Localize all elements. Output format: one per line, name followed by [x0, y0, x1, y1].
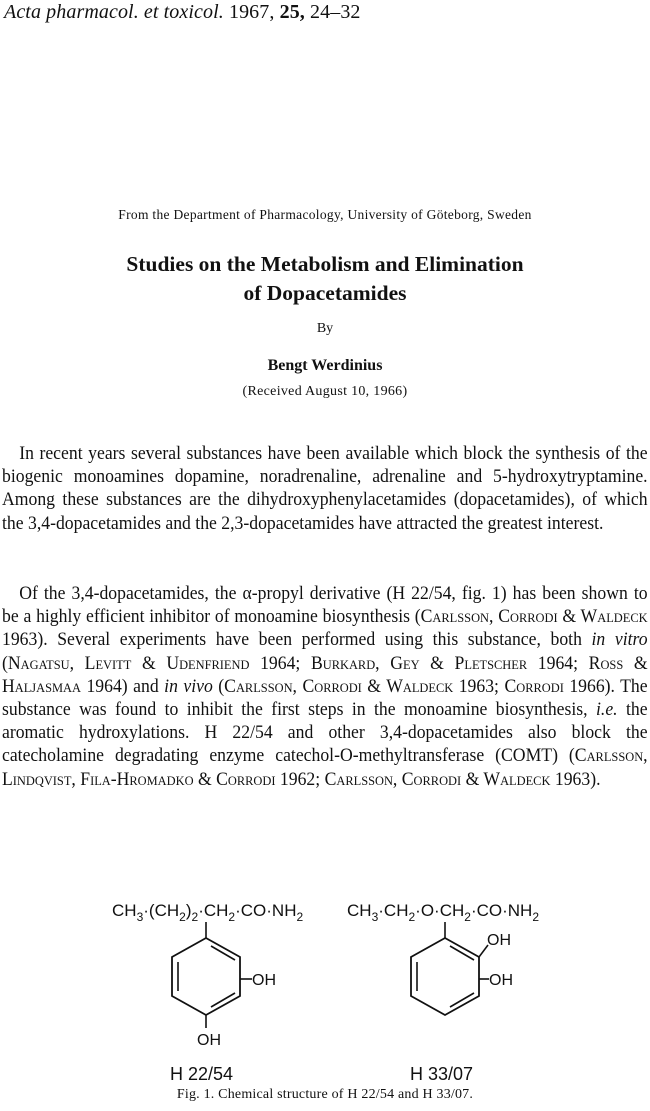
molecule-h22-54 [112, 901, 303, 1084]
para2-text: Of the 3,4-dopacetamides, the α-propyl derivative (H 22/54, fig. 1) has been shown to be a highly efficient inhibitor of monoamine biosynthesis ( [2, 584, 648, 628]
in-vitro-term: in vitro [591, 630, 648, 651]
chemical-structures-figure [0, 890, 650, 1090]
para2-text: 1962; [275, 769, 325, 790]
para2-text: ( [212, 676, 225, 697]
para2-text: 1964; [527, 653, 589, 674]
citation: Corrodi [504, 676, 564, 697]
benzene-ring [411, 938, 479, 1015]
citation: Carlsson, Corrodi & Waldeck [420, 607, 648, 628]
citation: Ross & Haljasmaa [2, 653, 648, 697]
para2-text: the aromatic hydroxylations. H 22/54 and other 3,4-dopacetamides also block the catecholamine degradating enzyme catechol-O-methyltransferase (COMT) ( [2, 700, 648, 767]
para2-text: 1964; [249, 653, 311, 674]
citation: Burkard, Gey & Pletscher [310, 653, 528, 674]
citation: Carlsson, Lindqvist, Fila-Hromadko & Corrodi [2, 746, 648, 790]
author-name: Bengt Werdinius [267, 357, 383, 374]
in-vivo-term: in vivo [164, 676, 213, 697]
compound-label-h33-07: H 33/07 [410, 1064, 474, 1084]
para2-text: 1963). Several experiments have been performed using this substance, both [2, 630, 592, 651]
citation: Nagatsu, Levitt & Udenfriend [7, 653, 250, 674]
journal-pages: 24–32 [310, 1, 361, 23]
journal-name: Acta pharmacol. et toxicol. [4, 1, 224, 23]
para2-text: 1963; [453, 676, 505, 697]
figure-caption: Fig. 1. Chemical structure of H 22/54 and H 33/07. [176, 1087, 474, 1102]
citation: Carlsson, Corrodi & Waldeck [224, 676, 454, 697]
hydroxyl-label: OH [489, 972, 513, 989]
journal-volume: 25, [279, 1, 305, 23]
molecule-h33-07 [347, 901, 539, 1084]
citation: Carlsson, Corrodi & Waldeck [324, 769, 551, 790]
journal-year: 1967, [228, 1, 275, 23]
affiliation: From the Department of Pharmacology, University of Göteborg, Sweden [118, 207, 532, 222]
para2-text: 1963). [550, 769, 601, 790]
h22-54-chain-formula: $CH_3\cdot(CH_2)_2\cdot CH_2\cdot CO\cdot NH_2$ [112, 901, 304, 924]
journal-header [4, 1, 361, 24]
paragraph-2 [2, 583, 648, 792]
by-line: By [316, 321, 334, 336]
h33-07-chain-formula: $CH_3\cdot CH_2\cdot O\cdot CH_2\cdot CO\cdot NH_2$ [347, 901, 540, 924]
paper-title [0, 250, 650, 308]
title-line-1: Studies on the Metabolism and Elimination [126, 252, 524, 276]
hydroxyl-label: OH [487, 932, 511, 949]
paragraph-1 [2, 443, 648, 536]
paragraph-1-text: In recent years several substances have been available which block the synthesis of the biogenic monoamines dopamine, noradrenaline, adrenaline and 5-hydroxytryptamine. Among these substances are the dihydroxyphenylacetamides (dopacetamides), of which the 3,4-dopacetamides and the 2,3-dopacetamides have attracted the greatest interest. [2, 444, 648, 534]
para2-text: ( [2, 653, 8, 674]
received-date: (Received August 10, 1966) [242, 384, 408, 399]
benzene-ring [172, 938, 240, 1015]
compound-label-h22-54: H 22/54 [170, 1064, 234, 1084]
para2-text: 1964) and [80, 676, 165, 697]
title-line-2: of Dopacetamides [243, 281, 407, 305]
para2-text: 1966). The substance was found to inhibit the first steps in the monoamine biosynthesis, [2, 676, 648, 721]
ie-term: i.e. [595, 700, 618, 721]
hydroxyl-label: OH [252, 972, 276, 989]
hydroxyl-label: OH [197, 1032, 221, 1049]
